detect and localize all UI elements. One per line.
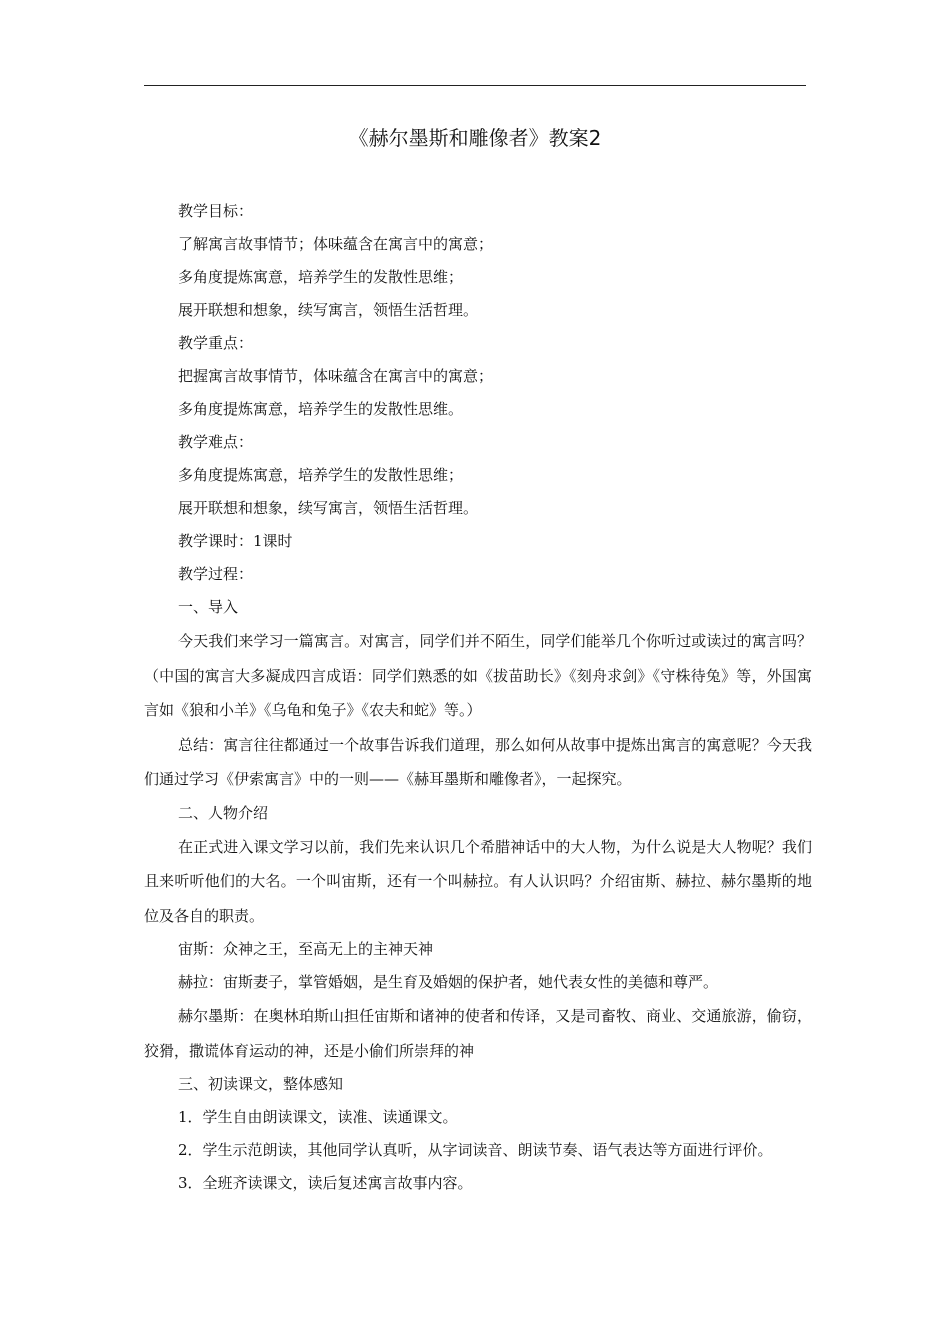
paragraph-intro: 今天我们来学习一篇寓言。对寓言，同学们并不陌生，同学们能举几个你听过或读过的寓言吗？（中国的寓言大多凝成四言成语：同学们熟悉的如《拔苗助长》《刻舟求剑》《守株待兔》等，外国寓言如《狼和小羊》《乌龟和兔子》《农夫和蛇》等。） bbox=[144, 632, 812, 719]
text-line-hera: 赫拉：宙斯妻子，掌管婚姻，是生育及婚姻的保护者，她代表女性的美德和尊严。 bbox=[178, 973, 719, 991]
paragraph-hermes: 赫尔墨斯：在奥林珀斯山担任宙斯和诸神的使者和传译，又是司畜牧、商业、交通旅游，偷窃，狡猾，撒谎体育运动的神，还是小偷们所崇拜的神 bbox=[144, 1007, 812, 1060]
text-line: 多角度提炼寓意，培养学生的发散性思维。 bbox=[178, 400, 464, 418]
text-line: 了解寓言故事情节；体味蕴含在寓言中的寓意； bbox=[178, 235, 494, 253]
step-item: 1．学生自由朗读课文，读准、读通课文。 bbox=[178, 1108, 458, 1126]
step-item: 3．全班齐读课文，读后复述寓言故事内容。 bbox=[178, 1174, 473, 1192]
text-line: 多角度提炼寓意，培养学生的发散性思维； bbox=[178, 466, 464, 484]
text-line: 教学目标： bbox=[178, 202, 254, 220]
text-line: 教学课时：1课时 bbox=[178, 532, 293, 550]
text-line: 展开联想和想象，续写寓言，领悟生活哲理。 bbox=[178, 499, 479, 517]
text-line: 把握寓言故事情节，体味蕴含在寓言中的寓意； bbox=[178, 367, 494, 385]
text-line-zeus: 宙斯：众神之王，至高无上的主神天神 bbox=[178, 940, 434, 958]
text-line: 多角度提炼寓意，培养学生的发散性思维； bbox=[178, 268, 464, 286]
document-title: 《赫尔墨斯和雕像者》教案2 bbox=[348, 126, 602, 150]
text-line: 教学过程： bbox=[178, 565, 254, 583]
text-line: 展开联想和想象，续写寓言，领悟生活哲理。 bbox=[178, 301, 479, 319]
section-heading: 二、人物介绍 bbox=[178, 803, 269, 822]
paragraph-summary: 总结：寓言往往都通过一个故事告诉我们道理，那么如何从故事中提炼出寓言的寓意呢？今天我们通过学习《伊索寓言》中的一则——《赫耳墨斯和雕像者》，一起探究。 bbox=[144, 735, 812, 788]
paragraph-characters: 在正式进入课文学习以前，我们先来认识几个希腊神话中的大人物，为什么说是大人物呢？我们且来听听他们的大名。一个叫宙斯，还有一个叫赫拉。有人认识吗？介绍宙斯、赫拉、赫尔墨斯的地位及各自的职责。 bbox=[144, 837, 812, 925]
text-line: 教学重点： bbox=[178, 334, 254, 352]
header-rule bbox=[144, 85, 806, 86]
section-heading: 三、初读课文，整体感知 bbox=[178, 1075, 344, 1093]
text-line: 教学难点： bbox=[178, 433, 254, 451]
text-line: 一、导入 bbox=[178, 598, 239, 616]
step-item: 2．学生示范朗读，其他同学认真听，从字词读音、朗读节奏、语气表达等方面进行评价。 bbox=[178, 1141, 773, 1159]
document-body bbox=[144, 195, 812, 1200]
